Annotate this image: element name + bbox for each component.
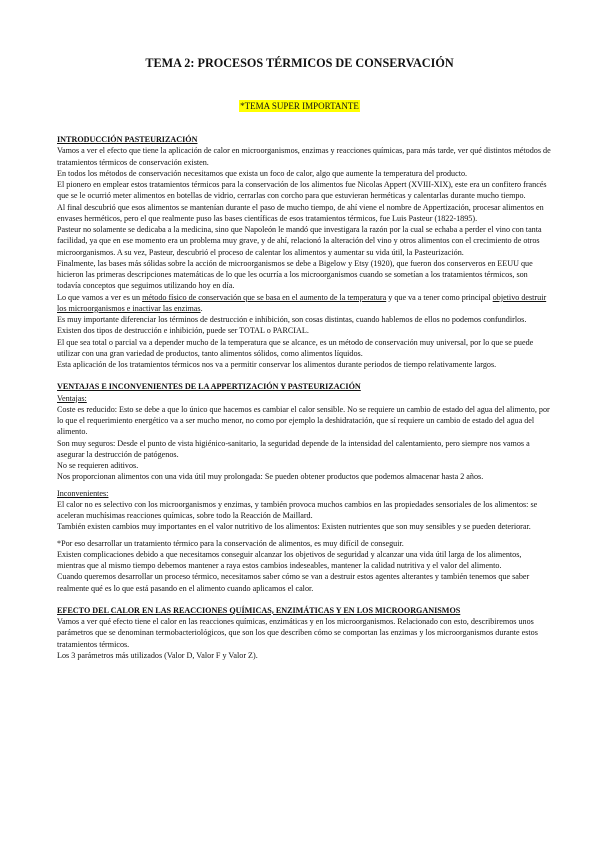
- text-run: .: [200, 303, 203, 313]
- paragraph: Cuando queremos desarrollar un proceso térmico, necesitamos saber cómo se van a destruir estos agentes alterantes y también tenemos que saber realmente qué es lo que está pasando en el alimento cuando aplicamos el calor.: [57, 572, 530, 593]
- paragraph: Existen complicaciones debido a que necesitamos conseguir alcanzar los objetivos de seguridad y alcanzar una vida útil larga de los alimentos, mientras que al mismo tiempo debemos mantener a raya estos cambios indeseables, mantener la calidad nutritiva y el valor del alimento.: [57, 549, 522, 570]
- paragraph: También existen cambios muy importantes en el valor nutritivo de los alimentos: Existen nutrientes que son muy sensibles y se pueden deteriorar.: [57, 522, 531, 532]
- paragraph: *Por eso desarrollar un tratamiento térmico para la conservación de alimentos, es muy difícil de conseguir.: [57, 538, 404, 548]
- paragraph: Es muy importante diferenciar los términos de destrucción e inhibición, son cosas distintas, cuando hablemos de ellos no podemos confundirlos.: [57, 315, 527, 324]
- highlight-note: *TEMA SUPER IMPORTANTE: [240, 101, 359, 111]
- paragraph: Finalmente, las bases más sólidas sobre la acción de microorganismos se debe a Bigelow y Etsy (1920), que fueron dos conserveros en EEUU que hicieron las primeras descripciones matemáticas de lo que les ocurría a los microorganismos cuando se sometían a los tratamientos térmicos, son todavía conceptos que seguimos utilizando hoy en día.: [57, 258, 533, 291]
- paragraph: Son muy seguros: Desde el punto de vista higiénico-sanitario, la seguridad depende de la intensidad del calentamiento, pero siempre nos vamos a asegurar la destrucción de patógenos.: [57, 438, 530, 459]
- spacer: [57, 370, 551, 381]
- subheading-ventajas: Ventajas:: [57, 393, 87, 403]
- paragraph: El pionero en emplear estos tratamientos térmicos para la conservación de los alimentos fue Nicolas Appert (XVIII-XIX), este era un confitero francés que se le ocurrió meter alimentos en botellas de vidrio, cerrarlas con corcho para que estuvieran herméticas y calentarlas durante mucho tiempo.: [57, 180, 547, 201]
- paragraph: Nos proporcionan alimentos con una vida útil muy prolongada: Se pueden obtener productos que podemos almacenar hasta 2 años.: [57, 472, 484, 482]
- paragraph: Coste es reducido: Esto se debe a que lo único que hacemos es cambiar el calor sensible. No se requiere un cambio de estado del agua del alimento, por lo que el requerimiento energético va a ser mucho menor, no como por ejemplo la deshidratación, que sí requiere un cambio de estado del agua del alimento.: [57, 404, 550, 437]
- section-heading-ventajas: VENTAJAS E INCONVENIENTES DE LA APPERTIZACIÓN Y PASTEURIZACIÓN: [57, 382, 361, 392]
- text-run: y que va a tener como principal: [386, 292, 493, 302]
- document-body: [57, 134, 551, 661]
- paragraph: Vamos a ver el efecto que tiene la aplicación de calor en microorganismos, enzimas y reacciones químicas, para más tarde, ver qué distintos métodos de tratamientos térmicos de conservación existen.: [57, 146, 551, 167]
- paragraph-underlined-mixed: [57, 292, 551, 315]
- highlight-note-wrap: [0, 96, 599, 114]
- paragraph: El calor no es selectivo con los microorganismos y enzimas, y también provoca muchos cambios en las propiedades sensoriales de los alimentos: se aceleran muchísimas reacciones químicas, sobre todo la Reacción de Maillard.: [57, 499, 538, 520]
- paragraph: Existen dos tipos de destrucción e inhibición, puede ser TOTAL o PARCIAL.: [57, 326, 309, 336]
- section-heading-intro: INTRODUCCIÓN PASTEURIZACIÓN: [57, 135, 198, 144]
- paragraph: En todos los métodos de conservación necesitamos que exista un foco de calor, algo que aumente la temperatura del producto.: [57, 168, 468, 178]
- paragraph: No se requieren aditivos.: [57, 461, 139, 470]
- subheading-inconvenientes: Inconvenientes:: [57, 488, 109, 498]
- section-heading-efecto: EFECTO DEL CALOR EN LAS REACCIONES QUÍMICAS, ENZIMÁTICAS Y EN LOS MICROORGANISMOS: [57, 605, 461, 615]
- underlined-text: método físico de conservación que se basa en el aumento de la temperatura: [142, 292, 387, 302]
- spacer: [57, 594, 551, 605]
- document-title: TEMA 2: PROCESOS TÉRMICOS DE CONSERVACIÓN: [145, 56, 454, 70]
- paragraph: Esta aplicación de los tratamientos térmicos nos va a permitir conservar los alimentos durante periodos de tiempo relativamente largos.: [57, 360, 497, 369]
- paragraph: Al final descubrió que esos alimentos se mantenían durante el paso de mucho tiempo, de ahí viene el nombre de Appertización, procesar alimentos en envases herméticos, pero el que realmente puso las bases científicas de esos tratamientos térmicos, fue Luis Pasteur (1822-1895).: [57, 202, 544, 223]
- paragraph: El que sea total o parcial va a depender mucho de la temperatura que se alcance, es un método de conservación muy universal, por lo que se puede utilizar con una gran variedad de productos, tanto alimentos sólidos, como alimentos líquidos.: [57, 337, 534, 358]
- underlined-text: objetivo destruir los microorganismos e inactivar las enzimas: [57, 292, 547, 313]
- text-run: Lo que vamos a ver es un: [57, 292, 143, 302]
- paragraph: Pasteur no solamente se dedicaba a la medicina, sino que Napoleón le mandó que investigara la razón por la cual se echaba a perder el vino con tanta facilidad, ya que en ese momento era un problema muy grave, y de ahí, relacionó la alteración del vino y otros alimentos con el crecimiento de otros microorganismos. A su vez, Pasteur, descubrió el proceso de calentar los alimentos y aumentar su vida útil, la Pasteurización.: [57, 225, 542, 257]
- paragraph: Vamos a ver qué efecto tiene el calor en las reacciones químicas, enzimáticas y en los microorganismos. Relacionado con esto, describiremos unos parámetros que se denominan termobacteriológicos, que son los que describen cómo se comportan las enzimas y los microorganismos durante estos tratamientos térmicos.: [57, 617, 538, 649]
- paragraph: Los 3 parámetros más utilizados (Valor D, Valor F y Valor Z).: [57, 650, 258, 660]
